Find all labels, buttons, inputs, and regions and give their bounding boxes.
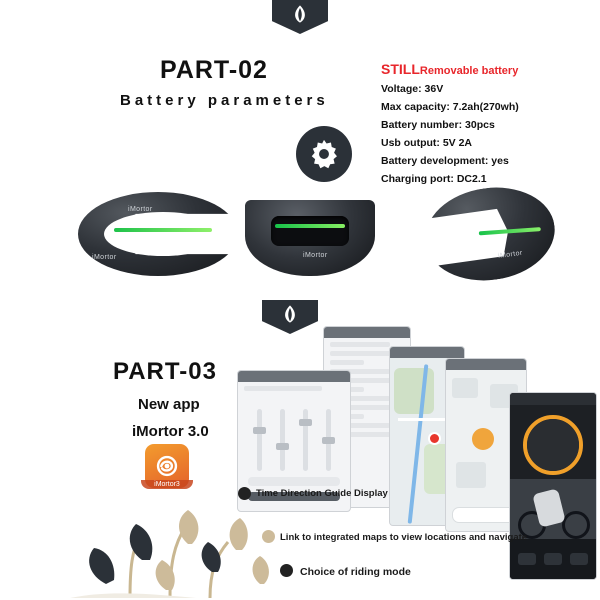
spec-row-usb-output: Usb output: 5V 2A [381,136,472,149]
map-park [394,368,434,414]
wheel-icon [562,511,590,539]
bottom-toolbar[interactable] [510,539,596,579]
feature-label-3: Choice of riding mode [300,566,411,578]
slider-track[interactable] [303,409,308,471]
slider-track[interactable] [280,409,285,471]
phone-status-bar [238,371,350,382]
map-block [456,462,486,488]
gear-icon [307,137,341,171]
spec-headline-still: STILL [381,61,420,77]
battery-led-strip [275,224,345,228]
battery-opening [104,212,222,256]
list-item [330,342,390,347]
product-photo-group [60,186,560,286]
spec-row-battery-number: Battery number: 30pcs [381,118,495,131]
speed-dial-inner [527,419,579,471]
battery-angled-view [419,179,561,288]
brand-label: iMortor [497,249,524,261]
plant-icon [70,498,320,600]
slider-group[interactable] [238,395,350,471]
map-pin-icon[interactable] [428,432,441,445]
speed-dial [523,415,583,475]
battery-shell [245,200,375,276]
leaf-icon [292,4,308,24]
spec-row-charging-port: Charging port: DC2.1 [381,172,487,185]
motor-wheel-icon [154,453,180,479]
spec-headline-rest: Removable battery [419,65,519,77]
slider-thumb[interactable] [276,443,289,450]
slider-thumb[interactable] [322,437,335,444]
spec-headline [381,62,596,78]
part02-title: PART-02 [160,56,268,84]
phone-status-bar [390,347,464,358]
leaf-flag-icon-top [272,0,328,34]
part03-title: PART-03 [113,358,217,385]
slider-thumb[interactable] [253,427,266,434]
spec-row-capacity: Max capacity: 7.2ah(270wh) [381,100,519,113]
toolbar-button[interactable] [518,553,536,565]
brand-label: iMortor [128,206,153,213]
toolbar-button[interactable] [544,553,562,565]
part03-line2: iMortor 3.0 [132,423,209,440]
slider-track[interactable] [257,409,262,471]
battery-slot [271,216,349,246]
navigation-badge-icon[interactable] [472,428,494,450]
list-item [330,360,364,365]
slider-track[interactable] [326,409,331,471]
action-pill[interactable] [248,477,340,486]
map-block [452,378,478,398]
list-item [244,386,322,391]
plant-decoration [70,498,320,600]
phone-status-bar [324,327,410,338]
spec-row-battery-development: Battery development: yes [381,154,509,167]
part03-line1: New app [138,396,200,413]
part02-subtitle: Battery parameters [120,92,329,109]
spec-row-voltage: Voltage: 36V [381,82,444,95]
app-screenshot-riding-mode[interactable] [509,392,597,580]
feature-label-1: Time Direction Guide Display [256,488,388,499]
phone-status-bar [446,359,526,370]
toolbar-button[interactable] [570,553,588,565]
feature-label-2: Link to integrated maps to view locations and navigate [280,532,528,543]
spec-list [381,62,596,192]
phone-status-bar [510,393,596,405]
battery-led-strip [114,228,212,232]
brand-label-secondary: iMortor [92,254,117,261]
leaf-icon [282,304,298,324]
gear-badge [296,126,352,182]
slider-thumb[interactable] [299,419,312,426]
battery-c-shape-front [78,192,238,276]
battery-top-view [245,186,375,282]
imortor-app-icon-label: iMortor3 [141,480,193,489]
brand-label: iMortor [303,252,328,259]
